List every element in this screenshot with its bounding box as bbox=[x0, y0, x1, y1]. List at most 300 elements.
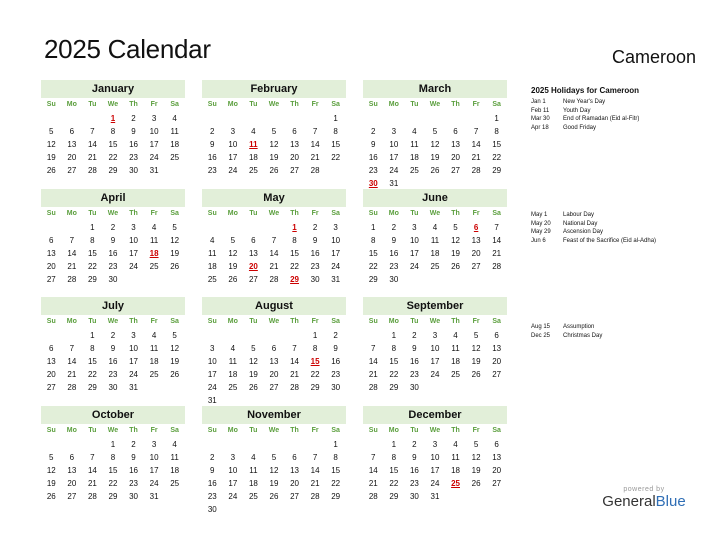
country-label: Cameroon bbox=[611, 47, 696, 67]
weekday-header: Mo bbox=[66, 101, 77, 108]
day-cell: 6 bbox=[69, 453, 75, 462]
day-cell: 30 bbox=[331, 383, 341, 392]
day-cell: 15 bbox=[87, 357, 97, 366]
day-cell: 24 bbox=[389, 166, 399, 175]
day-cell: 23 bbox=[129, 153, 138, 162]
day-cell: 6 bbox=[69, 127, 75, 136]
holiday-name: Ascension Day bbox=[563, 229, 604, 235]
day-cell: 12 bbox=[471, 344, 481, 353]
day-cell: 5 bbox=[271, 127, 277, 136]
day-cell: 31 bbox=[331, 275, 341, 284]
month-name: August bbox=[202, 297, 346, 315]
day-cell: 12 bbox=[170, 236, 180, 245]
day-cell bbox=[144, 381, 165, 394]
day-cell: 8 bbox=[391, 344, 397, 353]
week-row bbox=[363, 464, 507, 477]
holiday-item bbox=[531, 323, 709, 332]
day-cell: 27 bbox=[46, 275, 56, 284]
day-cell: 18 bbox=[207, 262, 217, 271]
day-cell: 21 bbox=[310, 153, 320, 162]
day-cell: 16 bbox=[207, 479, 217, 488]
week-row bbox=[363, 112, 507, 125]
day-cell bbox=[284, 438, 305, 451]
weekday-header: Sa bbox=[492, 101, 501, 108]
day-cell: 9 bbox=[210, 466, 215, 475]
day-cell: 11 bbox=[228, 357, 237, 366]
day-cell: 8 bbox=[90, 344, 95, 353]
day-cell bbox=[41, 438, 62, 451]
day-cell: 19 bbox=[451, 249, 460, 258]
month-11 bbox=[363, 406, 507, 503]
day-cell: 15 bbox=[290, 249, 299, 258]
week-row bbox=[41, 221, 185, 234]
day-cell: 14 bbox=[368, 357, 378, 366]
day-cell: 29 bbox=[310, 383, 320, 392]
day-cell: 19 bbox=[46, 479, 56, 488]
weekday-header: Fr bbox=[311, 318, 319, 325]
weekday-header: Fr bbox=[472, 427, 480, 434]
month-name: March bbox=[363, 80, 507, 98]
week-row bbox=[202, 260, 346, 273]
day-cell bbox=[264, 503, 285, 516]
weekday-header: Su bbox=[207, 101, 217, 108]
day-cell: 9 bbox=[312, 236, 318, 245]
day-cell: 4 bbox=[230, 344, 236, 353]
day-cell: 16 bbox=[389, 249, 399, 258]
day-cell: 21 bbox=[87, 479, 97, 488]
day-cell: 18 bbox=[248, 479, 258, 488]
day-cell: 12 bbox=[248, 357, 258, 366]
day-cell: 25 bbox=[248, 166, 258, 175]
day-cell: 14 bbox=[67, 357, 77, 366]
day-cell: 2 bbox=[371, 127, 376, 136]
day-cell: 9 bbox=[412, 344, 417, 353]
day-cell: 8 bbox=[110, 127, 116, 136]
day-cell: 8 bbox=[371, 236, 376, 245]
day-cell: 3 bbox=[230, 453, 236, 462]
holiday-name: Youth Day bbox=[563, 107, 591, 114]
day-cell: 10 bbox=[331, 236, 341, 245]
day-cell: 13 bbox=[290, 466, 299, 475]
day-cell: 11 bbox=[430, 236, 440, 245]
day-cell: 18 bbox=[409, 153, 419, 162]
day-cell: 25 bbox=[248, 492, 258, 501]
day-cell: 19 bbox=[430, 153, 440, 162]
month-name: May bbox=[202, 189, 346, 207]
weekday-header: Mo bbox=[66, 427, 77, 434]
day-cell: 3 bbox=[432, 440, 438, 449]
day-cell: 17 bbox=[228, 153, 238, 162]
day-cell: 29 bbox=[331, 492, 341, 501]
weekday-header: Mo bbox=[227, 427, 238, 434]
day-cell: 24 bbox=[149, 153, 159, 162]
week-row bbox=[41, 247, 185, 260]
day-cell: 16 bbox=[409, 357, 419, 366]
week-row bbox=[41, 438, 185, 451]
day-cell: 5 bbox=[172, 331, 177, 340]
holiday-date: Feb 11 bbox=[531, 107, 550, 114]
day-cell bbox=[363, 438, 384, 451]
day-cell: 12 bbox=[471, 453, 481, 462]
weekday-header-row bbox=[41, 315, 185, 329]
holiday-item bbox=[531, 220, 709, 229]
day-cell: 14 bbox=[492, 236, 502, 245]
brand-general: General bbox=[602, 493, 656, 510]
day-cell: 28 bbox=[492, 262, 502, 271]
day-cell: 1 bbox=[90, 223, 95, 232]
day-cell: 16 bbox=[368, 153, 378, 162]
day-cell: 9 bbox=[210, 140, 215, 149]
day-cell: 15 bbox=[331, 466, 341, 475]
day-cell: 31 bbox=[207, 396, 217, 405]
day-cell bbox=[486, 273, 507, 286]
day-cell bbox=[223, 329, 244, 342]
weekday-header-row bbox=[363, 98, 507, 112]
weekday-header: Th bbox=[451, 427, 460, 434]
weekday-header: Tu bbox=[88, 427, 97, 434]
day-cell: 5 bbox=[49, 453, 54, 462]
month-name: December bbox=[363, 406, 507, 424]
weekday-header-row bbox=[41, 98, 185, 112]
day-cell: 31 bbox=[129, 383, 138, 392]
day-cell: 29 bbox=[108, 492, 118, 501]
day-cell: 23 bbox=[310, 262, 320, 271]
day-cell bbox=[445, 490, 466, 503]
weekday-header: Su bbox=[368, 101, 378, 108]
month-name: January bbox=[41, 80, 185, 98]
day-cell: 28 bbox=[290, 383, 299, 392]
day-cell: 8 bbox=[110, 453, 116, 462]
day-cell bbox=[284, 503, 305, 516]
day-cell bbox=[41, 112, 62, 125]
weekday-header: We bbox=[268, 210, 280, 217]
day-cell: 26 bbox=[451, 262, 460, 271]
day-cell: 14 bbox=[87, 140, 97, 149]
day-cell: 13 bbox=[290, 140, 299, 149]
day-cell: 17 bbox=[331, 249, 341, 258]
day-cell: 16 bbox=[310, 249, 320, 258]
day-cell: 29 bbox=[87, 275, 97, 284]
holiday-group bbox=[531, 211, 709, 245]
weekday-header: Sa bbox=[331, 427, 340, 434]
day-cell: 12 bbox=[269, 140, 279, 149]
week-row bbox=[202, 234, 346, 247]
week-row bbox=[41, 329, 185, 342]
weekday-header: Fr bbox=[150, 318, 158, 325]
day-cell: 18 bbox=[430, 249, 440, 258]
week-row bbox=[202, 138, 346, 151]
month-name: September bbox=[363, 297, 507, 315]
day-cell: 6 bbox=[494, 331, 499, 340]
day-cell: 21 bbox=[87, 153, 97, 162]
weekday-header: We bbox=[107, 427, 119, 434]
day-cell: 4 bbox=[151, 223, 157, 232]
day-cell: 14 bbox=[87, 466, 97, 475]
weekday-header: Mo bbox=[227, 210, 238, 217]
week-row bbox=[363, 151, 507, 164]
day-cell: 30 bbox=[389, 275, 399, 284]
weekday-header: We bbox=[268, 101, 280, 108]
weekday-header: We bbox=[268, 318, 280, 325]
day-cell: 22 bbox=[108, 479, 118, 488]
holiday-name: Labour Day bbox=[563, 212, 595, 218]
day-cell: 1 bbox=[371, 223, 376, 232]
week-row bbox=[202, 151, 346, 164]
day-cell: 18 bbox=[228, 370, 238, 379]
weekday-header-row bbox=[41, 424, 185, 438]
day-cell: 9 bbox=[412, 453, 417, 462]
day-cell bbox=[223, 112, 244, 125]
day-cell: 13 bbox=[492, 453, 502, 462]
day-cell: 23 bbox=[129, 479, 138, 488]
day-cell: 4 bbox=[151, 331, 157, 340]
day-cell: 6 bbox=[251, 236, 256, 245]
holiday-item bbox=[531, 98, 709, 107]
day-cell: 6 bbox=[49, 236, 54, 245]
day-cell: 16 bbox=[108, 249, 118, 258]
holiday-item bbox=[531, 124, 709, 133]
day-cell: 5 bbox=[473, 440, 479, 449]
week-row bbox=[41, 490, 185, 503]
day-cell: 12 bbox=[269, 466, 279, 475]
day-cell: 17 bbox=[430, 466, 440, 475]
holiday-day-cell: 20 bbox=[248, 262, 258, 271]
day-cell bbox=[144, 273, 165, 286]
week-row bbox=[363, 342, 507, 355]
day-cell: 10 bbox=[149, 453, 159, 462]
day-cell: 9 bbox=[391, 236, 397, 245]
day-cell: 7 bbox=[69, 344, 75, 353]
day-cell: 28 bbox=[310, 492, 320, 501]
weekday-header: Fr bbox=[311, 101, 319, 108]
day-cell: 27 bbox=[471, 262, 481, 271]
day-cell: 7 bbox=[371, 453, 376, 462]
week-row bbox=[41, 355, 185, 368]
day-cell bbox=[325, 503, 346, 516]
page-title: 2025 Calendar bbox=[44, 34, 211, 64]
day-cell: 22 bbox=[389, 370, 399, 379]
holiday-item bbox=[531, 107, 709, 116]
day-cell: 7 bbox=[371, 344, 376, 353]
day-cell: 10 bbox=[149, 127, 159, 136]
weekday-header: Sa bbox=[492, 427, 501, 434]
day-cell: 27 bbox=[248, 275, 258, 284]
day-cell: 15 bbox=[331, 140, 341, 149]
day-cell: 27 bbox=[67, 166, 77, 175]
holiday-name: National Day bbox=[563, 220, 598, 227]
day-cell: 14 bbox=[67, 249, 77, 258]
week-row bbox=[41, 368, 185, 381]
week-row bbox=[363, 477, 507, 490]
week-row bbox=[41, 151, 185, 164]
day-cell: 17 bbox=[228, 479, 238, 488]
day-cell: 7 bbox=[312, 127, 318, 136]
week-row bbox=[202, 273, 346, 286]
day-cell: 12 bbox=[170, 344, 180, 353]
weekday-header: We bbox=[429, 427, 441, 434]
day-cell bbox=[82, 112, 103, 125]
day-cell: 14 bbox=[269, 249, 279, 258]
holiday-date: May 1 bbox=[531, 212, 548, 218]
brand-blue: Blue bbox=[655, 493, 686, 510]
day-cell: 3 bbox=[210, 344, 215, 353]
day-cell bbox=[445, 381, 466, 394]
weekday-header: We bbox=[268, 427, 280, 434]
day-cell bbox=[223, 503, 244, 516]
holiday-group bbox=[531, 98, 709, 132]
day-cell: 22 bbox=[310, 370, 320, 379]
day-cell: 28 bbox=[269, 275, 279, 284]
day-cell: 17 bbox=[149, 140, 159, 149]
day-cell: 7 bbox=[90, 127, 95, 136]
week-row bbox=[363, 234, 507, 247]
day-cell: 17 bbox=[207, 370, 217, 379]
day-cell: 19 bbox=[248, 370, 258, 379]
day-cell bbox=[466, 112, 487, 125]
day-cell: 27 bbox=[290, 492, 299, 501]
day-cell bbox=[164, 381, 185, 394]
week-row bbox=[41, 164, 185, 177]
day-cell: 9 bbox=[110, 344, 116, 353]
day-cell bbox=[425, 381, 446, 394]
day-cell: 20 bbox=[451, 153, 460, 162]
day-cell bbox=[363, 112, 384, 125]
week-row bbox=[202, 164, 346, 177]
day-cell: 28 bbox=[368, 383, 378, 392]
weekday-header: Su bbox=[368, 210, 378, 217]
holiday-day-cell: 18 bbox=[149, 249, 159, 258]
day-cell: 13 bbox=[248, 249, 258, 258]
day-cell: 7 bbox=[69, 236, 75, 245]
week-row bbox=[202, 221, 346, 234]
day-cell bbox=[384, 112, 405, 125]
weekday-header-row bbox=[202, 424, 346, 438]
day-cell: 6 bbox=[292, 453, 297, 462]
day-cell bbox=[284, 329, 305, 342]
week-row bbox=[202, 503, 346, 516]
day-cell: 25 bbox=[149, 262, 159, 271]
day-cell: 5 bbox=[432, 127, 438, 136]
day-cell: 11 bbox=[149, 236, 159, 245]
day-cell: 11 bbox=[410, 140, 419, 149]
day-cell: 21 bbox=[67, 262, 77, 271]
day-cell bbox=[466, 490, 487, 503]
day-cell: 27 bbox=[492, 479, 502, 488]
day-cell: 2 bbox=[110, 331, 116, 340]
weekday-header: Th bbox=[290, 101, 299, 108]
day-cell: 8 bbox=[312, 344, 318, 353]
holiday-date: Jun 6 bbox=[531, 237, 546, 244]
day-cell: 19 bbox=[46, 153, 56, 162]
day-cell: 28 bbox=[87, 166, 97, 175]
day-cell: 10 bbox=[129, 236, 138, 245]
day-cell: 22 bbox=[331, 479, 341, 488]
day-cell: 29 bbox=[492, 166, 502, 175]
holiday-date: Jan 1 bbox=[531, 99, 546, 105]
day-cell: 7 bbox=[90, 453, 95, 462]
day-cell: 26 bbox=[471, 479, 481, 488]
day-cell bbox=[284, 112, 305, 125]
weekday-header-row bbox=[41, 207, 185, 221]
day-cell bbox=[486, 381, 507, 394]
week-row bbox=[363, 490, 507, 503]
day-cell: 23 bbox=[108, 370, 118, 379]
week-row bbox=[41, 112, 185, 125]
weekday-header: Fr bbox=[150, 427, 158, 434]
day-cell: 19 bbox=[269, 479, 279, 488]
day-cell: 26 bbox=[471, 370, 481, 379]
weekday-header: We bbox=[429, 101, 441, 108]
day-cell: 14 bbox=[310, 140, 320, 149]
weekday-header: Sa bbox=[331, 101, 340, 108]
week-row bbox=[202, 451, 346, 464]
day-cell: 13 bbox=[269, 357, 279, 366]
day-cell: 4 bbox=[412, 127, 417, 136]
day-cell: 21 bbox=[290, 370, 299, 379]
day-cell: 12 bbox=[451, 236, 460, 245]
day-cell bbox=[425, 112, 446, 125]
day-cell: 29 bbox=[389, 492, 399, 501]
day-cell: 7 bbox=[473, 127, 479, 136]
day-cell: 16 bbox=[207, 153, 217, 162]
day-cell: 8 bbox=[90, 236, 95, 245]
day-cell bbox=[243, 112, 264, 125]
day-cell bbox=[264, 329, 285, 342]
day-cell: 8 bbox=[391, 453, 397, 462]
day-cell: 19 bbox=[170, 357, 180, 366]
weekday-header: Mo bbox=[388, 427, 399, 434]
weekday-header: Th bbox=[129, 101, 138, 108]
month-9 bbox=[41, 406, 185, 503]
day-cell bbox=[264, 112, 285, 125]
day-cell: 10 bbox=[389, 140, 399, 149]
day-cell: 5 bbox=[49, 127, 54, 136]
weekday-header: Th bbox=[451, 318, 460, 325]
day-cell: 2 bbox=[391, 223, 397, 232]
week-row bbox=[363, 260, 507, 273]
week-row bbox=[202, 381, 346, 394]
day-cell: 3 bbox=[131, 223, 136, 232]
day-cell: 23 bbox=[368, 166, 378, 175]
day-cell: 20 bbox=[290, 479, 299, 488]
day-cell: 10 bbox=[228, 466, 238, 475]
weekday-header: Mo bbox=[227, 101, 238, 108]
day-cell bbox=[264, 221, 285, 234]
day-cell: 20 bbox=[46, 262, 56, 271]
day-cell bbox=[466, 273, 487, 286]
day-cell: 9 bbox=[131, 453, 136, 462]
month-name: April bbox=[41, 189, 185, 207]
week-row bbox=[41, 464, 185, 477]
day-cell: 20 bbox=[269, 370, 279, 379]
day-cell bbox=[62, 221, 83, 234]
day-cell: 10 bbox=[430, 344, 440, 353]
day-cell: 6 bbox=[292, 127, 297, 136]
day-cell bbox=[466, 381, 487, 394]
day-cell: 12 bbox=[46, 466, 56, 475]
day-cell: 4 bbox=[210, 236, 215, 245]
day-cell: 25 bbox=[430, 262, 440, 271]
holiday-date: May 29 bbox=[531, 229, 551, 235]
day-cell: 22 bbox=[290, 262, 299, 271]
day-cell: 8 bbox=[333, 127, 338, 136]
day-cell: 22 bbox=[108, 153, 118, 162]
weekday-header: Fr bbox=[472, 101, 480, 108]
day-cell: 16 bbox=[331, 357, 341, 366]
day-cell: 3 bbox=[412, 223, 417, 232]
day-cell: 4 bbox=[172, 114, 177, 123]
day-cell: 31 bbox=[149, 166, 159, 175]
